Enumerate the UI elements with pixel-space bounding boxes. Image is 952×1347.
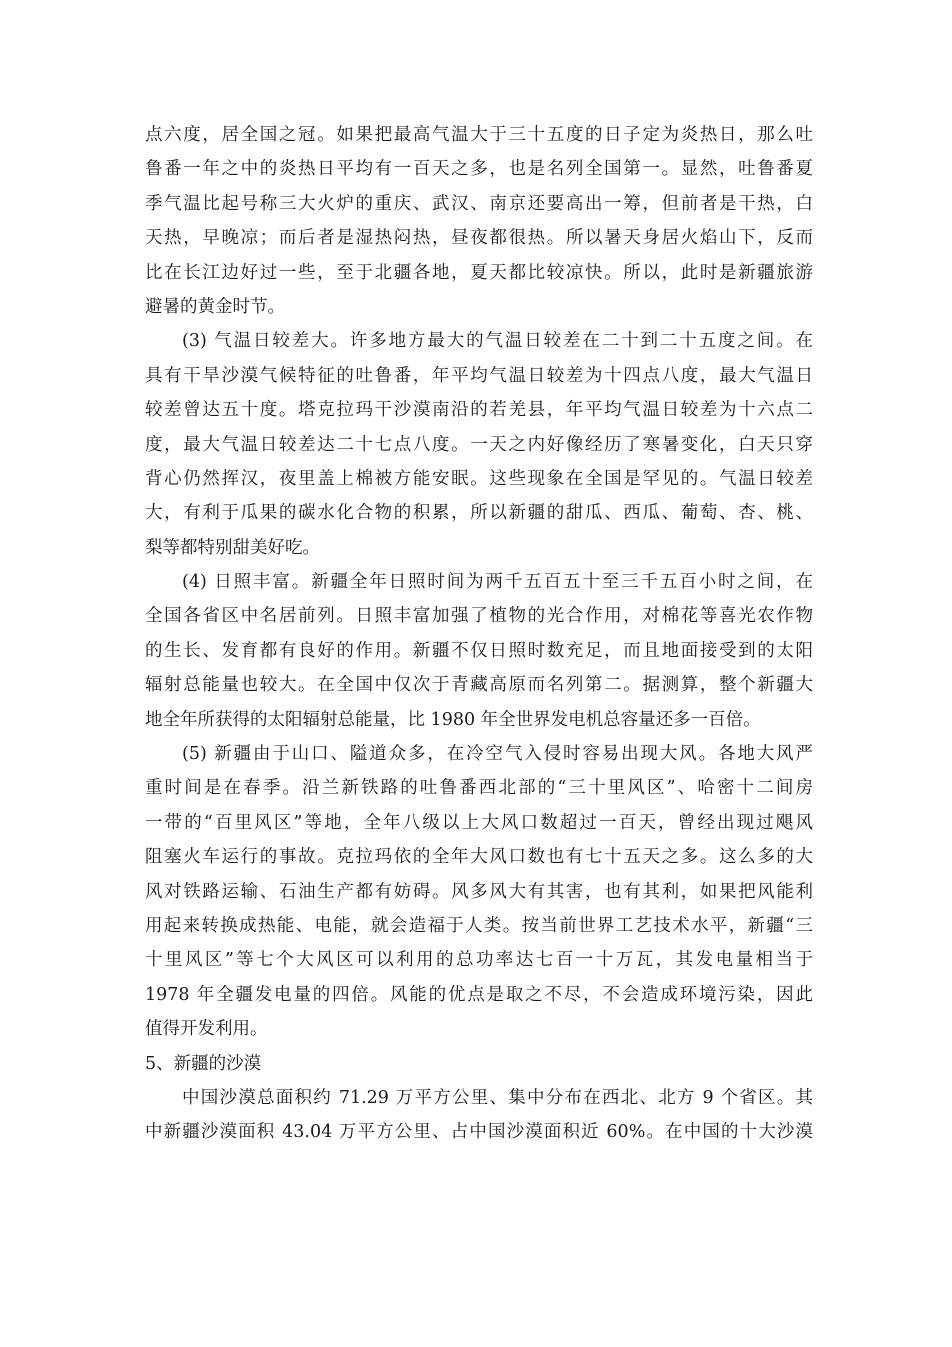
text-line: 天热，早晚凉；而后者是湿热闷热，昼夜都很热。所以暑天身居火焰山下，反而 (145, 228, 813, 249)
text-line: 较差曾达五十度。塔克拉玛干沙漠南沿的若羌县，年平均气温日较差为十六点二 (145, 400, 813, 421)
text-line: 比在长江边好过一些，至于北疆各地，夏天都比较凉快。所以，此时是新疆旅游 (145, 262, 813, 283)
paragraph-wind (145, 737, 813, 1047)
text-line: 一带的“百里风区”等地，全年八级以上大风口数超过一百天，曾经出现过飓风 (145, 812, 813, 833)
text-line: 十里风区”等七个大风区可以利用的总功率达七百一十万瓦，其发电量相当于 (145, 950, 813, 971)
text-line: 度，最大气温日较差达二十七点八度。一天之内好像经历了寒暑变化，白天只穿 (145, 434, 813, 455)
text-line: 阻塞火车运行的事故。克拉玛依的全年大风口数也有七十五天之多。这么多的大 (145, 847, 813, 868)
paragraph-desert (145, 1081, 813, 1150)
text-line: 大，有利于瓜果的碳水化合物的积累，所以新疆的甜瓜、西瓜、葡萄、杏、桃、 (145, 503, 813, 524)
text-line: 地全年所获得的太阳辐射总能量，比 1980 年全世界发电机总容量还多一百倍。 (145, 709, 761, 730)
text-line: 中国沙漠总面积约 71.29 万平方公里、集中分布在西北、北方 9 个省区。其 (182, 1087, 813, 1108)
text-line: 的生长、发育都有良好的作用。新疆不仅日照时数充足，而且地面接受到的太阳 (145, 640, 813, 661)
text-line: 重时间是在春季。沿兰新铁路的吐鲁番西北部的“三十里风区”、哈密十二间房 (145, 778, 813, 799)
text-line: 背心仍然挥汉，夜里盖上棉被方能安眠。这些现象在全国是罕见的。气温日较差 (145, 468, 813, 489)
text-line: 全国各省区中名居前列。日照丰富加强了植物的光合作用，对棉花等喜光农作物 (145, 606, 813, 627)
text-line: 避暑的黄金时节。 (145, 296, 285, 317)
text-line: 具有干旱沙漠气候特征的吐鲁番，年平均气温日较差为十四点八度，最大气温日 (145, 365, 813, 386)
text-line: 1978 年全疆发电量的四倍。风能的优点是取之不尽，不会造成环境污染，因此 (145, 984, 813, 1005)
section-heading: 5、新疆的沙漠 (145, 1053, 262, 1074)
paragraph-temperature-range (145, 324, 813, 565)
text-line: (3) 气温日较差大。许多地方最大的气温日较差在二十到二十五度之间。在 (182, 331, 813, 352)
paragraph-sunshine (145, 565, 813, 737)
text-line: 中新疆沙漠面积 43.04 万平方公里、占中国沙漠面积近 60%。在中国的十大沙漠 (145, 1122, 813, 1143)
text-line: (5) 新疆由于山口、隘道众多，在冷空气入侵时容易出现大风。各地大风严 (182, 744, 813, 765)
document-page (145, 118, 813, 1150)
paragraph-continuation (145, 118, 813, 324)
text-line: 风对铁路运输、石油生产都有妨碍。风多风大有其害，也有其利，如果把风能利 (145, 881, 813, 902)
text-line: 点六度，居全国之冠。如果把最高气温大于三十五度的日子定为炎热日，那么吐 (145, 125, 813, 145)
text-line: 鲁番一年之中的炎热日平均有一百天之多，也是名列全国第一。显然，吐鲁番夏 (145, 159, 813, 180)
text-line: 值得开发利用。 (145, 1019, 268, 1040)
text-line: 辐射总能量也较大。在全国中仅次于青藏高原而名列第二。据测算，整个新疆大 (145, 675, 813, 696)
text-line: 季气温比起号称三大火炉的重庆、武汉、南京还要高出一筹，但前者是干热，白 (145, 193, 813, 214)
text-line: 梨等都特别甜美好吃。 (145, 537, 320, 558)
text-line: 用起来转换成热能、电能，就会造福于人类。按当前世界工艺技术水平，新疆“三 (145, 915, 813, 936)
text-line: (4) 日照丰富。新疆全年日照时间为两千五百五十至三千五百小时之间，在 (182, 572, 813, 593)
